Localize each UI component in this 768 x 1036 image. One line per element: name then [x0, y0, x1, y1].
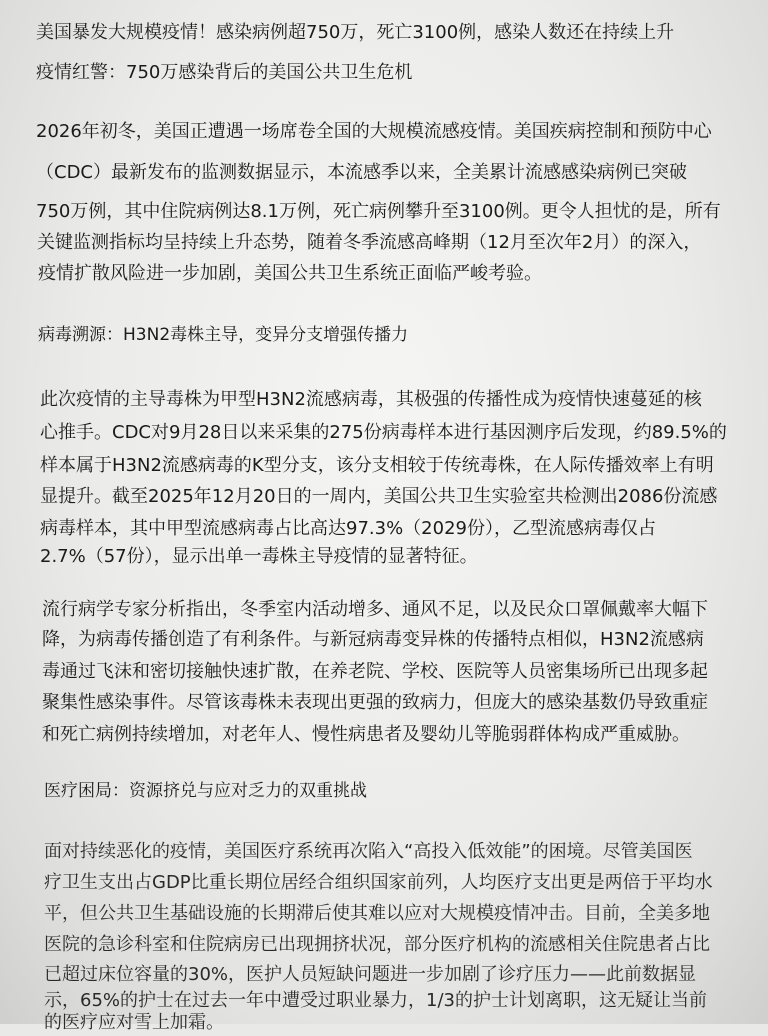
s2p1-line-6: 示，65%的护士在过去一年中遭受过职业暴力，1/3的护士计划离职，这无疑让当前 — [44, 990, 707, 1011]
s2p1-line-7: 的医疗应对雪上加霜。 — [44, 1012, 224, 1033]
intro-line-4: 关键监测指标均呈持续上升态势，随着冬季流感高峰期（12月至次年2月）的深入， — [37, 232, 702, 253]
s2p1-line-1: 面对持续恶化的疫情，美国医疗系统再次陷入“高投入低效能”的困境。尽管美国医 — [44, 841, 693, 862]
intro-line-2: （CDC）最新发布的监测数据显示，本流感季以来，全美累计流感感染病例已突破 — [36, 162, 687, 183]
s1p2-line-1: 流行病学专家分析指出，冬季室内活动增多、通风不足，以及民众口罩佩戴率大幅下 — [42, 599, 708, 620]
s1p1-line-5: 病毒样本，其中甲型流感病毒占比高达97.3%（2029份），乙型流感病毒仅占 — [40, 518, 656, 539]
s1p1-line-1: 此次疫情的主导毒株为甲型H3N2流感病毒，其极强的传播性成为疫情快速蔓延的核 — [40, 389, 702, 410]
s2p1-line-5: 已超过床位容量的30%，医护人员短缺问题进一步加剧了诊疗压力——此前数据显 — [44, 964, 697, 985]
s1p1-line-2: 心推手。CDC对9月28日以来采集的275份病毒样本进行基因测序后发现，约89.5%的 — [40, 422, 727, 443]
s1p1-line-4: 显提升。截至2025年12月20日的一周内，美国公共卫生实验室共检测出2086份流感 — [40, 486, 718, 507]
intro-line-3: 750万例，其中住院病例达8.1万例，死亡病例攀升至3100例。更令人担忧的是，所有 — [36, 201, 721, 222]
s1p2-line-3: 毒通过飞沫和密切接触快速扩散，在养老院、学校、医院等人员密集场所已出现多起 — [42, 661, 708, 682]
s2p1-line-3: 平，但公共卫生基础设施的长期滞后使其难以应对大规模疫情冲击。目前，全美多地 — [44, 903, 710, 924]
s1p2-line-2: 降，为病毒传播创造了有利条件。与新冠病毒变异株的传播特点相似，H3N2流感病 — [42, 629, 704, 650]
s1p2-line-4: 聚集性感染事件。尽管该毒株未表现出更强的致病力，但庞大的感染基数仍导致重症 — [42, 692, 708, 713]
article-title: 美国暴发大规模疫情！感染病例超750万，死亡3100例，感染人数还在持续上升 — [36, 22, 675, 43]
intro-line-1: 2026年初冬，美国正遭遇一场席卷全国的大规模流感疫情。美国疾病控制和预防中心 — [36, 121, 712, 142]
s1p1-line-6: 2.7%（57份），显示出单一毒株主导疫情的显著特征。 — [40, 546, 478, 567]
article-subtitle: 疫情红警：750万感染背后的美国公共卫生危机 — [36, 62, 413, 83]
s2p1-line-4: 医院的急诊科室和住院病房已出现拥挤状况，部分医疗机构的流感相关住院患者占比 — [44, 934, 710, 955]
section1-heading: 病毒溯源：H3N2毒株主导，变异分支增强传播力 — [38, 325, 409, 345]
s1p2-line-5: 和死亡病例持续增加，对老年人、慢性病患者及婴幼儿等脆弱群体构成严重威胁。 — [42, 724, 690, 745]
intro-line-5: 疫情扩散风险进一步加剧，美国公共卫生系统正面临严峻考验。 — [38, 263, 542, 284]
section2-heading: 医疗困局：资源挤兑与应对乏力的双重挑战 — [44, 781, 367, 801]
s2p1-line-2: 疗卫生支出占GDP比重长期位居经合组织国家前列，人均医疗支出更是两倍于平均水 — [44, 872, 713, 893]
s1p1-line-3: 样本属于H3N2流感病毒的K型分支，该分支相较于传统毒株，在人际传播效率上有明 — [40, 455, 714, 476]
